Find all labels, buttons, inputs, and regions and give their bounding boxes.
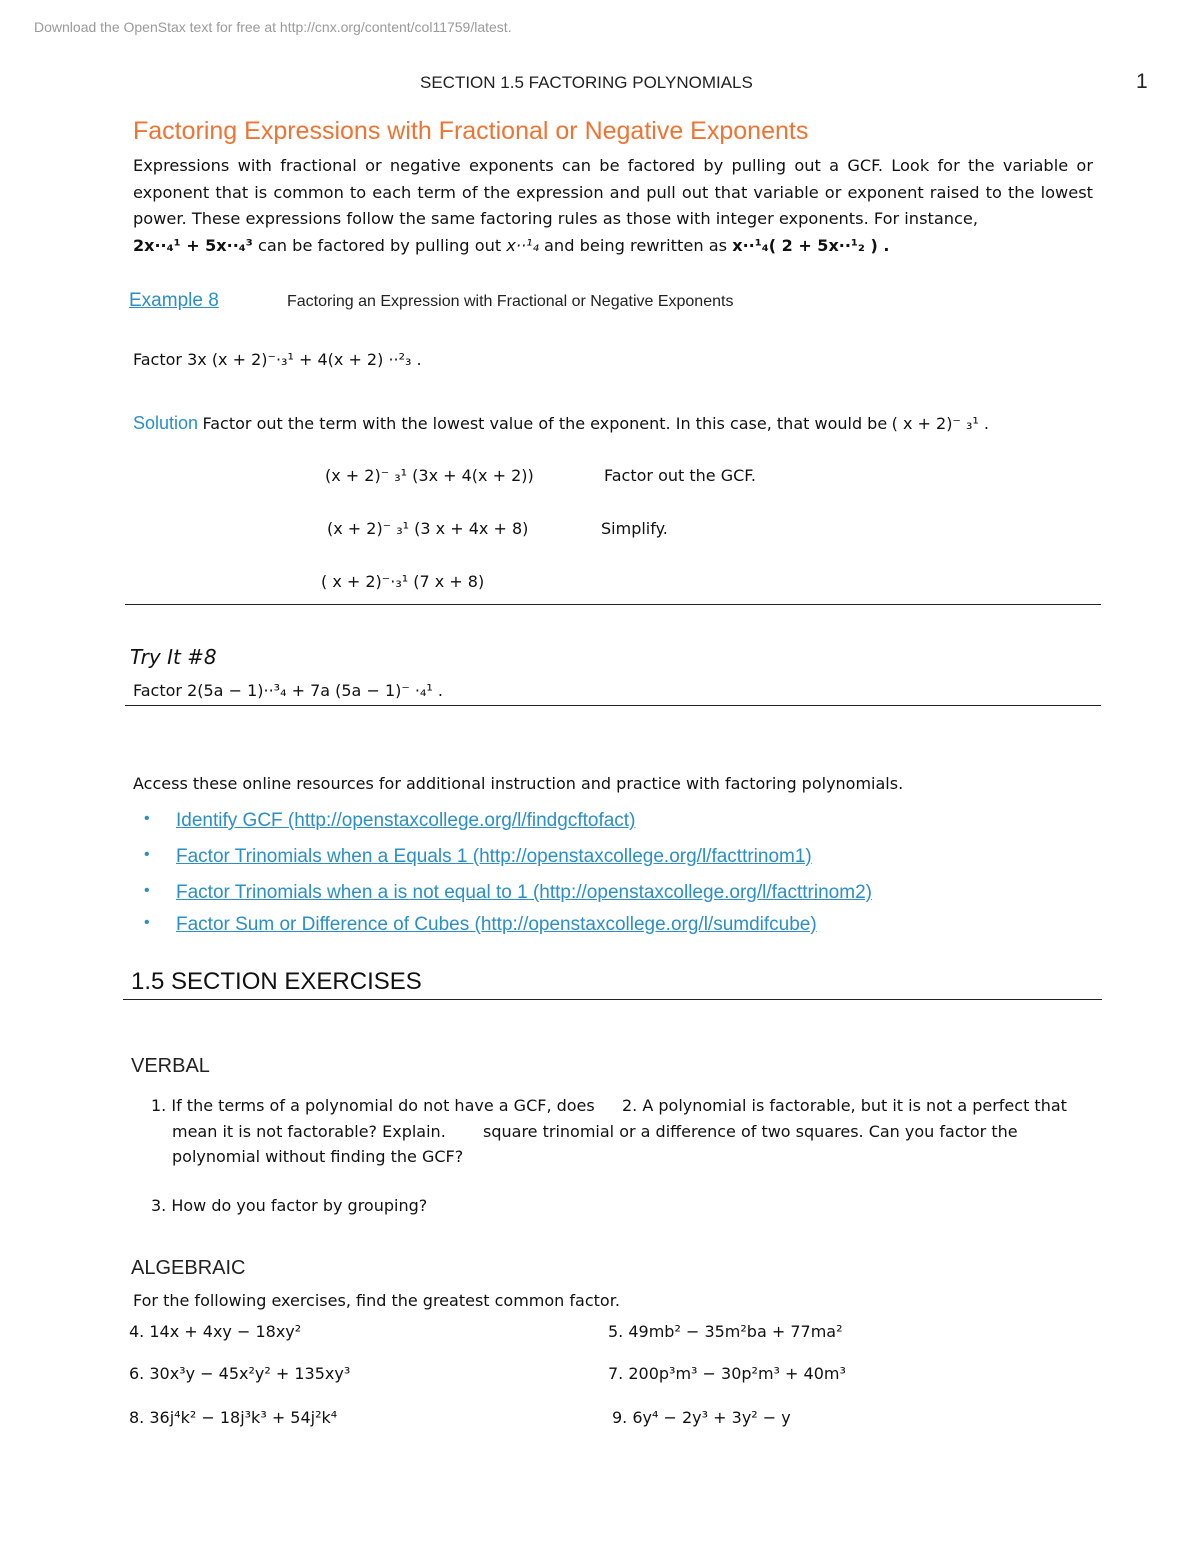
tryit-problem <box>133 681 443 700</box>
verbal-q2-line2: square trinomial or a difference of two squares. Can you factor the <box>483 1122 1018 1141</box>
exercise-9: 9. 6y⁴ − 2y³ + 3y² − y <box>612 1408 791 1427</box>
resource-links <box>140 810 872 946</box>
bullet: • <box>144 882 150 899</box>
example-label[interactable]: Example 8 <box>129 290 219 311</box>
verbal-q1-line1: 1. If the terms of a polynomial do not have a GCF, does <box>151 1096 595 1115</box>
bullet: • <box>144 810 150 827</box>
step-2-note: Simplify. <box>601 519 668 538</box>
intro-text: Expressions with fractional or negative exponents can be factored by pulling out a GCF. Look for the variable or exponent that is common to each term of the expression and pull out that variable or exponent raised to the lowest power. These expressions follow the same factoring rules as those with integer exponents. For instance, <box>133 156 1093 228</box>
intro-mid-text: can be factored by pulling out <box>257 235 502 255</box>
tryit-expression: 2(5a − 1)··³₄ + 7a (5a − 1)⁻ ·₄¹ . <box>187 681 443 700</box>
step-1-note: Factor out the GCF. <box>604 466 756 485</box>
exercise-4: 4. 14x + 4xy − 18xy² <box>129 1322 302 1341</box>
solution-line <box>133 413 989 434</box>
algebraic-instruction: For the following exercises, find the greatest common factor. <box>133 1291 620 1310</box>
intro-mid-text-2: and being rewritten as <box>544 235 728 255</box>
verbal-q1-line2: mean it is not factorable? Explain. <box>172 1122 446 1141</box>
resources-intro: Access these online resources for additional instruction and practice with factoring polynomials. <box>133 774 904 793</box>
intro-factor: x··¹₄ <box>506 235 539 255</box>
section-heading: Factoring Expressions with Fractional or Negative Exponents <box>133 117 809 145</box>
example-problem <box>133 350 422 369</box>
download-note: Download the OpenStax text for free at http://cnx.org/content/col11759/latest. <box>34 19 512 35</box>
solution-label: Solution <box>133 413 199 433</box>
resource-item <box>140 914 872 936</box>
link-sum-difference-cubes[interactable]: Factor Sum or Difference of Cubes (http://openstaxcollege.org/l/sumdifcube) <box>176 914 817 935</box>
verbal-heading: VERBAL <box>131 1055 210 1077</box>
step-1-expression: (x + 2)⁻ ₃¹ (3x + 4(x + 2)) <box>325 466 534 485</box>
resource-item <box>140 846 872 868</box>
divider-example <box>125 604 1101 605</box>
tryit-prefix: Factor <box>133 681 182 700</box>
bullet: • <box>144 846 150 863</box>
intro-expression: 2x··₄¹ + 5x··₄³ <box>133 235 253 255</box>
exercise-5: 5. 49mb² − 35m²ba + 77ma² <box>608 1322 843 1341</box>
link-factor-trinomials-a1[interactable]: Factor Trinomials when a Equals 1 (http://openstaxcollege.org/l/facttrinom1) <box>176 846 812 867</box>
problem-expression: 3x (x + 2)⁻·₃¹ + 4(x + 2) ··²₃ . <box>187 350 422 369</box>
divider-exercises <box>123 999 1102 1000</box>
resource-item <box>140 810 872 832</box>
page-number: 1 <box>1136 70 1148 93</box>
solution-text: Factor out the term with the lowest value of the exponent. In this case, that would be <box>202 414 888 433</box>
solution-expression: ( x + 2)⁻ ₃¹ . <box>891 414 989 433</box>
verbal-q2-line3: polynomial without finding the GCF? <box>172 1147 464 1166</box>
link-factor-trinomials-not-a1[interactable]: Factor Trinomials when a is not equal to 1 (http://openstaxcollege.org/l/facttrinom2) <box>176 882 872 903</box>
verbal-q3: 3. How do you factor by grouping? <box>151 1196 428 1215</box>
example-title: Factoring an Expression with Fractional or Negative Exponents <box>287 293 734 310</box>
resource-item <box>140 882 872 904</box>
exercise-7: 7. 200p³m³ − 30p²m³ + 40m³ <box>608 1364 846 1383</box>
step-3-expression: ( x + 2)⁻·₃¹ (7 x + 8) <box>321 572 485 591</box>
intro-paragraph <box>133 153 1093 259</box>
problem-prefix: Factor <box>133 350 182 369</box>
divider-tryit <box>125 705 1101 706</box>
exercise-6: 6. 30x³y − 45x²y² + 135xy³ <box>129 1364 351 1383</box>
running-header: SECTION 1.5 FACTORING POLYNOMIALS <box>420 73 753 92</box>
exercises-heading: 1.5 SECTION EXERCISES <box>131 968 422 995</box>
algebraic-heading: ALGEBRAIC <box>131 1257 246 1279</box>
intro-result: x··¹₄( 2 + 5x··¹₂ ) . <box>732 235 890 255</box>
step-2-expression: (x + 2)⁻ ₃¹ (3 x + 4x + 8) <box>327 519 529 538</box>
verbal-q2-line1: 2. A polynomial is factorable, but it is not a perfect that <box>622 1096 1067 1115</box>
bullet: • <box>144 914 150 931</box>
exercise-8: 8. 36j⁴k² − 18j³k³ + 54j²k⁴ <box>129 1408 338 1427</box>
tryit-label: Try It #8 <box>130 645 217 669</box>
link-identify-gcf[interactable]: Identify GCF (http://openstaxcollege.org/l/findgcftofact) <box>176 810 636 831</box>
